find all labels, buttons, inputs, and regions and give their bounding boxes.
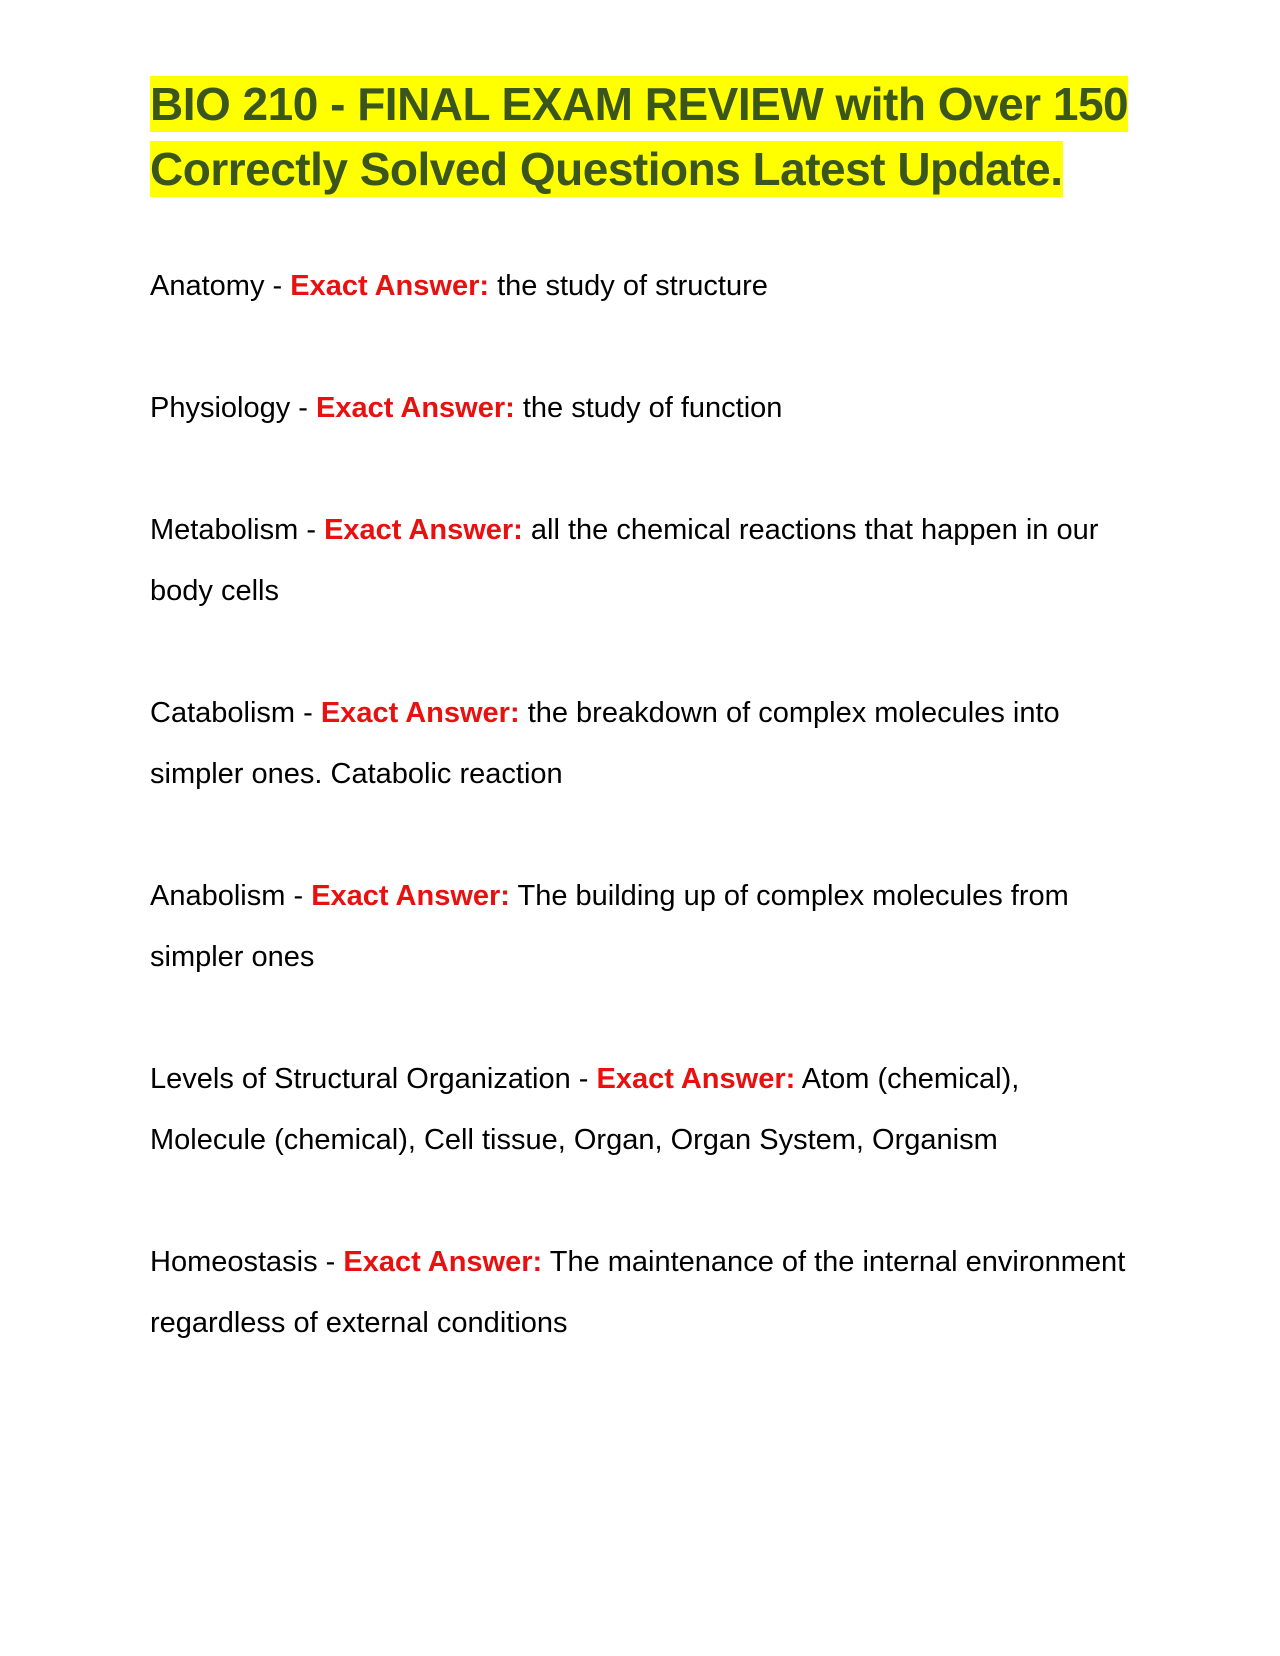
- entry-answer: the breakdown of complex molecules into simpler ones. Catabolic reaction: [150, 697, 1060, 790]
- answer-label: Exact Answer:: [316, 392, 515, 424]
- answer-label: Exact Answer:: [324, 514, 523, 546]
- entry-answer: Atom (chemical), Molecule (chemical), Cell tissue, Organ, Organ System, Organism: [150, 1063, 1020, 1156]
- entry-term: Homeostasis: [150, 1246, 318, 1278]
- entry-term: Metabolism: [150, 514, 299, 546]
- answer-label: Exact Answer:: [320, 697, 520, 729]
- entry-answer: the study of structure: [497, 270, 768, 302]
- entry-answer: the study of function: [522, 392, 783, 424]
- entry-catabolism: [150, 683, 1135, 805]
- entry-separator: -: [295, 697, 321, 729]
- entry-term: Levels of Structural Organization: [150, 1063, 571, 1095]
- entry-answer: all the chemical reactions that happen in our body cells: [150, 514, 1099, 607]
- entry-answer: The building up of complex molecules from simpler ones: [150, 880, 1069, 973]
- entry-physiology: [150, 378, 1135, 439]
- entry-separator: -: [570, 1063, 597, 1095]
- document-title: [150, 72, 1135, 202]
- entry-anabolism: [150, 866, 1135, 988]
- answer-label: Exact Answer:: [290, 270, 490, 302]
- entry-answer: The maintenance of the internal environment regardless of external conditions: [150, 1246, 1126, 1339]
- answer-label: Exact Answer:: [311, 880, 510, 912]
- answer-label: Exact Answer:: [343, 1246, 543, 1278]
- entry-levels-of-structural-organization: [150, 1049, 1135, 1171]
- entry-anatomy: [150, 256, 1135, 317]
- entry-homeostasis: [150, 1232, 1135, 1354]
- entry-term: Physiology: [150, 392, 291, 424]
- entry-metabolism: [150, 500, 1135, 622]
- document-title-text: BIO 210 - FINAL EXAM REVIEW with Over 150 Correctly Solved Questions Latest Update.: [150, 78, 1129, 195]
- entry-separator: -: [264, 270, 291, 302]
- document-page: [150, 72, 1135, 1415]
- entry-separator: -: [285, 880, 312, 912]
- entry-term: Catabolism: [150, 697, 296, 729]
- entry-term: Anatomy: [150, 270, 265, 302]
- entry-separator: -: [298, 514, 325, 546]
- answer-label: Exact Answer:: [596, 1063, 796, 1095]
- entry-separator: -: [290, 392, 317, 424]
- entry-separator: -: [317, 1246, 344, 1278]
- entry-term: Anabolism: [150, 880, 286, 912]
- review-entries: [150, 256, 1135, 1354]
